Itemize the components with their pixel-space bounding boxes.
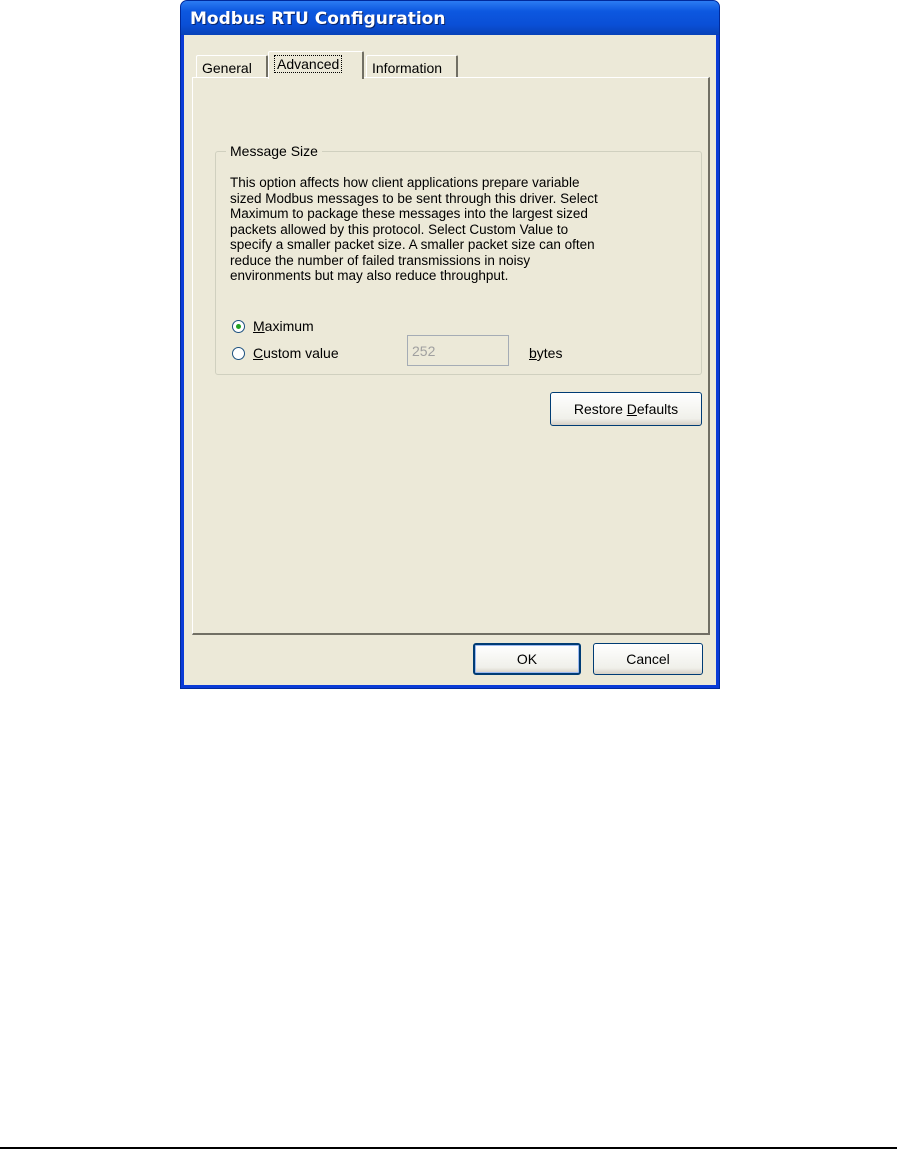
dialog-client-area: [184, 35, 716, 685]
cancel-button-label: Cancel: [626, 651, 670, 667]
tab-general[interactable]: [196, 55, 268, 78]
advanced-tab-panel: [192, 77, 710, 635]
message-size-description: [230, 175, 700, 284]
window-title: Modbus RTU Configuration: [190, 9, 446, 29]
bytes-unit-label: bytes: [529, 345, 563, 361]
message-size-group: [215, 143, 702, 375]
tab-advanced-label: Advanced: [274, 55, 342, 73]
ok-button[interactable]: [473, 643, 581, 675]
page-bottom-divider: [0, 1147, 897, 1149]
description-line: sized Modbus messages to be sent through this driver. Select: [230, 190, 598, 206]
description-line: packets allowed by this protocol. Select Custom Value to: [230, 221, 569, 237]
restore-defaults-label: Restore Defaults: [573, 401, 679, 417]
modbus-rtu-configuration-dialog: [180, 0, 720, 689]
description-line: reduce the number of failed transmissions in noisy: [230, 252, 531, 268]
tab-advanced[interactable]: [268, 51, 364, 79]
ok-button-label: OK: [516, 651, 538, 667]
tab-information-label: Information: [372, 60, 443, 76]
restore-defaults-button[interactable]: [550, 392, 702, 426]
description-line: This option affects how client applications prepare variable: [230, 175, 580, 190]
maximum-radio-button[interactable]: [232, 320, 245, 333]
custom-value-radio-option[interactable]: [232, 345, 339, 361]
description-line: specify a smaller packet size. A smaller packet size can often: [230, 237, 595, 252]
message-size-group-label: Message Size: [226, 143, 322, 159]
cancel-button[interactable]: [593, 643, 703, 675]
tab-information[interactable]: [366, 55, 458, 78]
maximum-radio-option[interactable]: [232, 318, 314, 334]
custom-value-radio-label: Custom value: [253, 345, 339, 361]
tab-general-label: General: [202, 60, 252, 76]
description-line: environments but may also reduce throughput.: [230, 268, 509, 283]
description-line: Maximum to package these messages into the largest sized: [230, 206, 588, 221]
maximum-radio-label: Maximum: [253, 318, 314, 334]
title-bar[interactable]: [181, 1, 719, 35]
custom-value-input[interactable]: [407, 335, 509, 366]
custom-value-radio-button[interactable]: [232, 347, 245, 360]
